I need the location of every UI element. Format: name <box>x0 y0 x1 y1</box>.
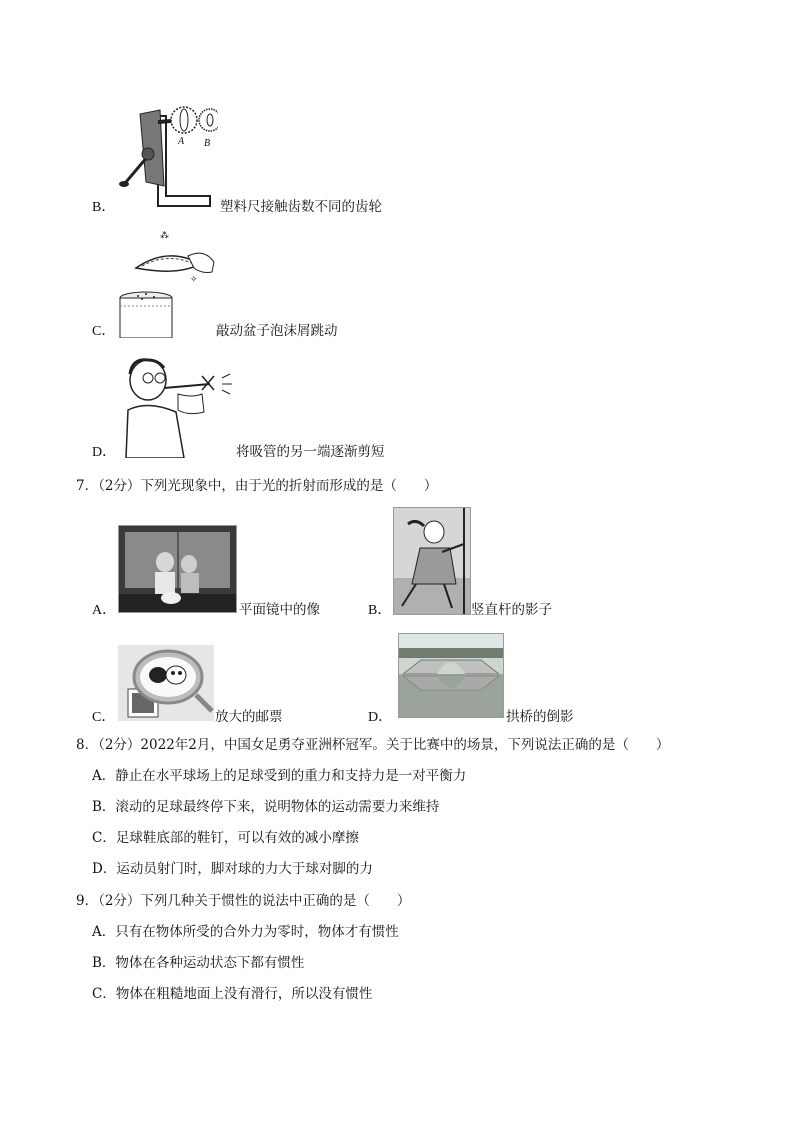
q7-option-d-letter: D． <box>368 710 393 725</box>
q7-option-c-text: 放大的邮票 <box>215 709 283 725</box>
q7-option-d-text: 拱桥的倒影 <box>506 709 574 725</box>
q7-option-c-letter: C． <box>92 710 116 725</box>
q8-option-d: D．运动员射门时，脚对球的力大于球对脚的力 <box>92 861 373 877</box>
q7-stem: 7．（2分）下列光现象中，由于光的折射而形成的是（ ） <box>76 478 438 494</box>
straw-cutting-figure <box>118 354 238 458</box>
q9-option-a: A．只有在物体所受的合外力为零时，物体才有惯性 <box>92 924 399 940</box>
q6-option-b-letter: B． <box>92 200 116 215</box>
gear-label-a: A <box>178 136 185 147</box>
gear-label-b: B <box>204 138 211 149</box>
q8-option-a: A．静止在水平球场上的足球受到的重力和支持力是一对平衡力 <box>92 768 467 784</box>
q9-stem: 9．（2分）下列几种关于惯性的说法中正确的是（ ） <box>76 893 411 909</box>
magnified-stamp-photo <box>118 645 214 721</box>
q8-option-c: C．足球鞋底部的鞋钉，可以有效的减小摩擦 <box>92 830 359 846</box>
gear-apparatus-figure <box>118 96 218 216</box>
q6-option-b-text: 塑料尺接触齿数不同的齿轮 <box>220 199 382 215</box>
q9-option-c: C．物体在粗糙地面上没有滑行，所以没有惯性 <box>92 986 373 1002</box>
q6-option-d-letter: D． <box>92 445 117 460</box>
mirror-image-photo <box>118 525 237 613</box>
pole-shadow-cartoon <box>393 507 471 615</box>
q7-option-a-text: 平面镜中的像 <box>239 602 320 618</box>
q7-option-a-letter: A． <box>92 603 117 618</box>
q8-option-b: B．滚动的足球最终停下来，说明物体的运动需要力来维持 <box>92 799 440 815</box>
svg-text:✧: ✧ <box>190 275 198 285</box>
q9-option-b: B．物体在各种运动状态下都有惯性 <box>92 955 305 971</box>
q7-option-b-letter: B． <box>368 603 392 618</box>
basin-drum-figure <box>118 226 218 338</box>
q6-option-c-text: 敲动盆子泡沫屑跳动 <box>216 323 338 339</box>
arch-bridge-reflection-photo <box>398 633 504 718</box>
svg-text:⁂: ⁂ <box>160 231 169 241</box>
q8-stem: 8．（2分）2022年2月，中国女足勇夺亚洲杯冠军。关于比赛中的场景，下列说法正确的是（ ） <box>76 737 670 753</box>
q7-option-b-text: 竖直杆的影子 <box>471 602 552 618</box>
q6-option-d-text: 将吸管的另一端逐渐剪短 <box>236 444 385 460</box>
q6-option-c-letter: C． <box>92 324 116 339</box>
